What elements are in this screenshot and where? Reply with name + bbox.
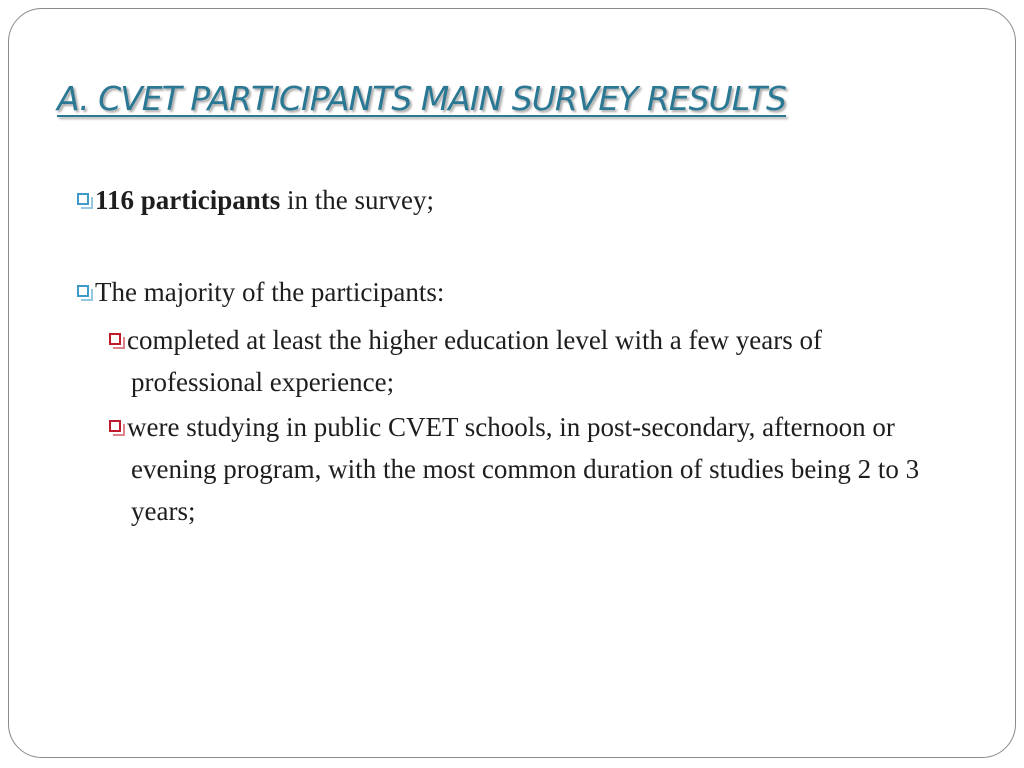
slide-frame — [8, 8, 1016, 758]
slide-title: A. CVET PARTICIPANTS MAIN SURVEY RESULTS — [57, 79, 787, 118]
hollow-square-bullet-icon — [77, 285, 89, 297]
hollow-square-bullet-icon — [109, 420, 121, 432]
bullet-text: in the survey; — [280, 185, 435, 215]
sub-bullet-text: were studying in public CVET schools, in post-secondary, afternoon or evening program, with the most common duration of studies being 2 to 3 years; — [127, 412, 920, 526]
sub-bullet-text: completed at least the higher education level with a few years of professional experience; — [127, 325, 822, 397]
bullet-text: The majority of the participants: — [95, 277, 445, 307]
bullet-item-participants — [77, 179, 937, 221]
bullet-item-majority — [77, 271, 937, 313]
hollow-square-bullet-icon — [109, 333, 121, 345]
sub-bullet-item-education — [109, 319, 929, 403]
sub-bullet-item-schools — [109, 406, 929, 532]
bullet-bold-text: 116 participants — [95, 185, 281, 215]
hollow-square-bullet-icon — [77, 193, 89, 205]
